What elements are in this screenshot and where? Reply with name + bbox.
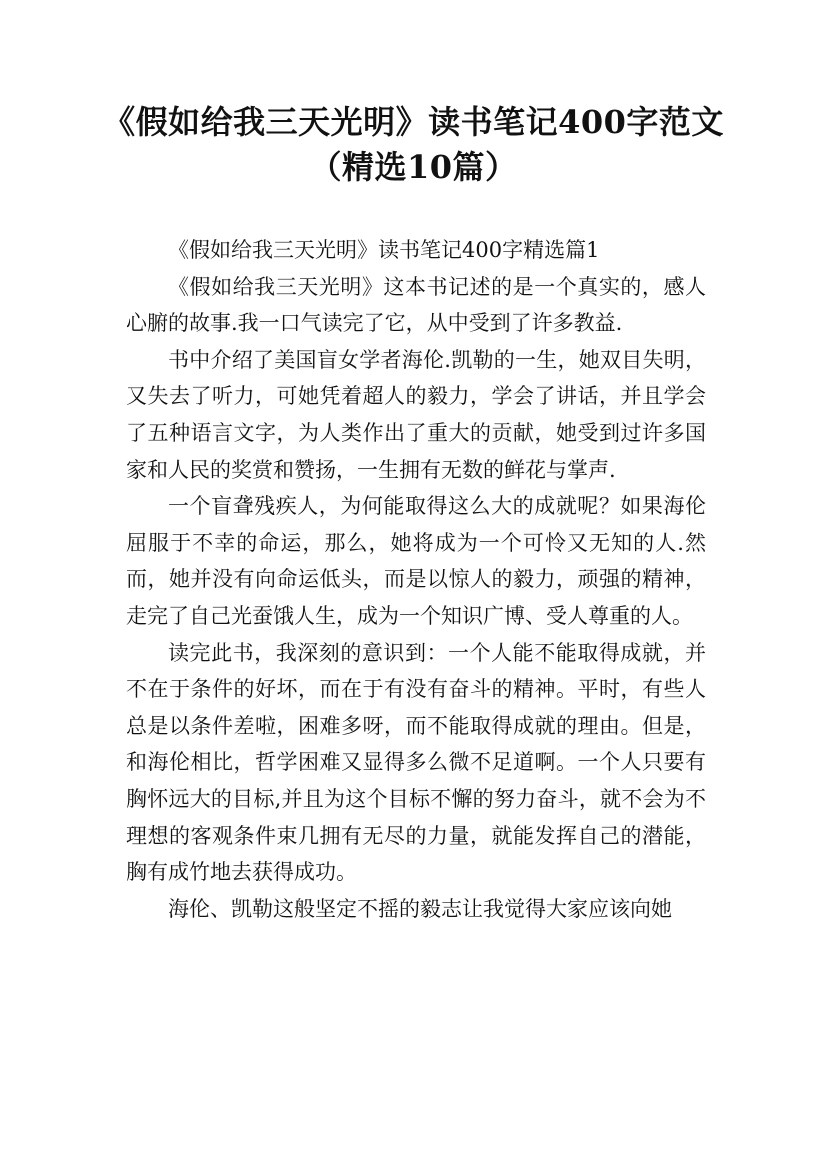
document-title-line2: （精选10篇） bbox=[309, 148, 518, 186]
paragraph: 一个盲聋残疾人，为何能取得这么大的成就呢？如果海伦屈服于不幸的命运，那么，她将成为一个可怜又无知的人.然而，她并没有向命运低头，而是以惊人的毅力，顽强的精神，走完了自己光蚕饿人生，成为一个知识广博、受人尊重的人。 bbox=[126, 494, 706, 628]
document-body bbox=[126, 232, 706, 927]
paragraph: 《假如给我三天光明》这本书记述的是一个真实的，感人心腑的故事.我一口气读完了它，从中受到了许多教益. bbox=[126, 274, 706, 336]
paragraph: 海伦、凯勒这般坚定不摇的毅志让我觉得大家应该向她 bbox=[168, 896, 672, 921]
paragraph: 读完此书，我深刻的意识到：一个人能不能取得成就，并不在于条件的好坏，而在于有没有奋斗的精神。平时，有些人总是以条件差啦，困难多呀，而不能取得成就的理由。但是，和海伦相比，哲学困难又显得多么微不足道啊。一个人只要有胸怀远大的目标,并且为这个目标不懈的努力奋斗，就不会为不理想的客观条件束几拥有无尽的力量，就能发挥自己的潜能，胸有成竹地去获得成功。 bbox=[126, 640, 706, 885]
document-title-line1: 《假如给我三天光明》读书笔记400字范文 bbox=[103, 103, 724, 141]
section-heading: 《假如给我三天光明》读书笔记400字精选篇1 bbox=[168, 238, 600, 262]
paragraph: 书中介绍了美国盲女学者海伦.凯勒的一生，她双目失明，又失去了听力，可她凭着超人的毅力，学会了讲话，并且学会了五种语言文字，为人类作出了重大的贡献，她受到过许多国家和人民的奖赏和赞扬，一生拥有无数的鲜花与掌声. bbox=[126, 347, 706, 482]
